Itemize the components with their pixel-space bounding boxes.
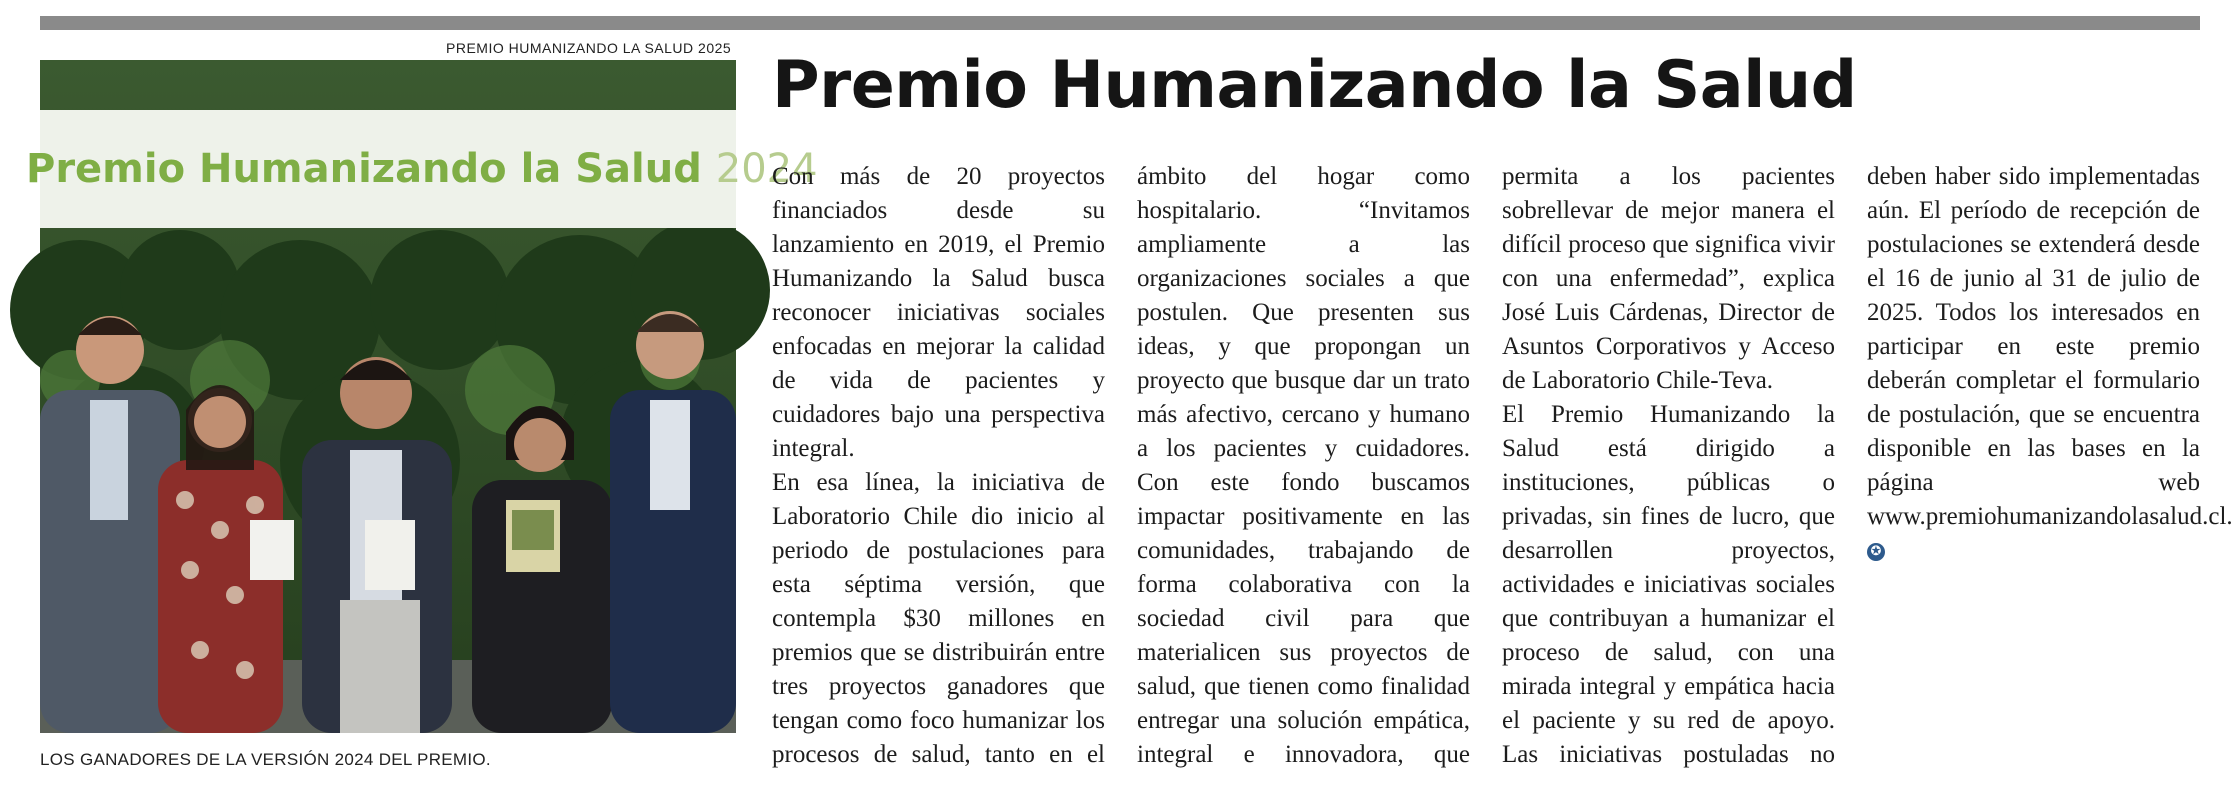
- article-paragraph: Con más de 20 proyectos financiados desde su lanzamiento en 2019, el Premio Humanizando la Salud busca reconocer iniciativas sociales enfocadas en mejorar la calidad de vida de pacientes y cuidadores bajo una perspectiva integral.: [772, 163, 1105, 462]
- photo-banner-title: Premio Humanizando la Salud: [26, 146, 702, 192]
- article-paragraph: En esa línea, la iniciativa de Laboratorio Chile dio inicio al periodo de postulaciones para esta séptima versión, que contempla $30 millones en premios que se distribuirán entre tres proyectos ganadores que tengan como foco humanizar los procesos de salud, tanto en el ámbito del hogar como hospitalario. “Invitamos ampliamente a las organizaciones sociales a que postulen. Que presenten sus ideas, y que propongan un proyecto que busque dar un trato más afectivo, cercano y humano a los pacientes y cuidadores. Con este fondo buscamos impactar positivamente en las comunidades, trabajando de forma colaborativa con la sociedad civil para que materialicen sus proyectos de salud, que tienen como finalidad entregar una solución empática, integral e innovadora, que permita a los pacientes sobrellevar de mejor manera el difícil proceso que significa vivir con una enfermedad”, explica José Luis Cárdenas, Director de Asuntos Corporativos y Acceso de Laboratorio Chile-Teva.: [772, 163, 1835, 768]
- article-body: [772, 160, 2233, 780]
- top-rule: [40, 16, 2200, 30]
- photo-caption: LOS GANADORES DE LA VERSIÓN 2024 DEL PREMIO.: [40, 750, 491, 769]
- photo-banner-year: 2024: [715, 146, 818, 192]
- photo-banner: [26, 110, 818, 228]
- headline: Premio Humanizando la Salud: [772, 48, 1857, 123]
- photo-banner-text: [26, 146, 818, 192]
- winners-photo: [26, 60, 818, 733]
- photo-kicker: PREMIO HUMANIZANDO LA SALUD 2025: [446, 40, 732, 56]
- end-mark-icon: ✪: [1867, 543, 1885, 561]
- article-paragraph-text: El Premio Humanizando la Salud está dirigido a instituciones, públicas o privadas, sin fines de lucro, que desarrollen proyectos, actividades e iniciativas sociales que contribuyan a humanizar el proceso de salud, con una mirada integral y empática hacia el paciente y su red de apoyo. Las iniciativas postuladas no deben haber sido implementadas aún. El período de recepción de postulaciones se extenderá desde el 16 de junio al 31 de julio de 2025. Todos los interesados en participar en este premio deberán completar el formulario de postulación, que se encuentra disponible en las bases en la página web www.premiohumanizandolasalud.cl.: [1502, 163, 2233, 768]
